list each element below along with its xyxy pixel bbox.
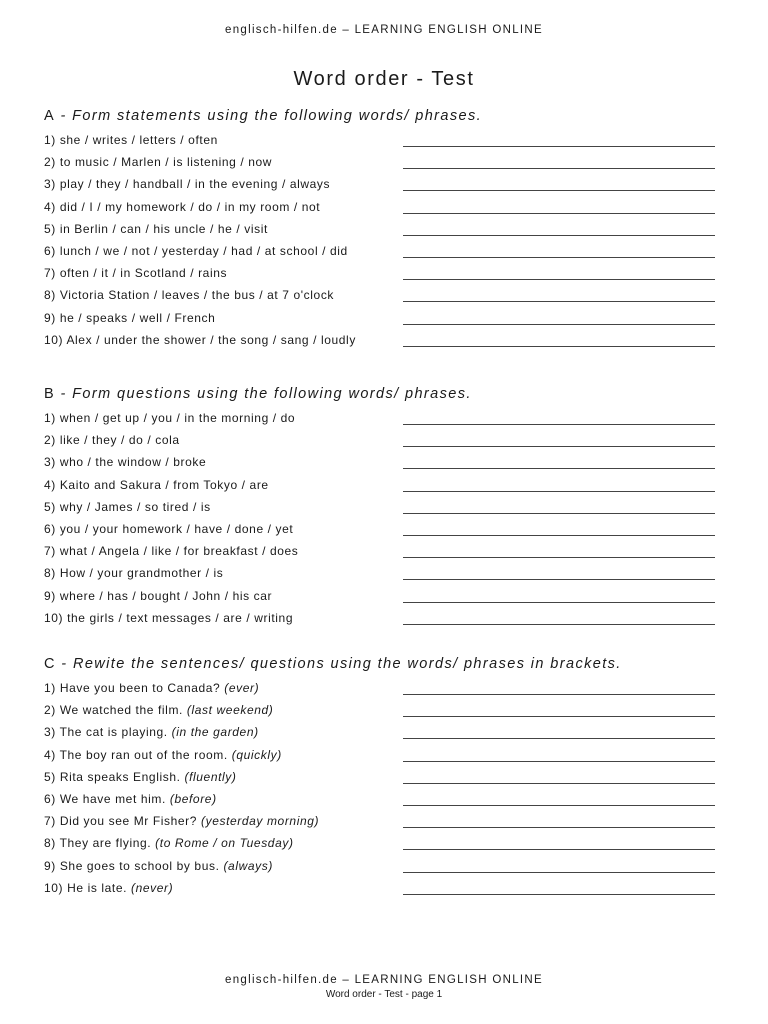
page-footer: englisch-hilfen.de – LEARNING ENGLISH ONLINE: [225, 974, 543, 986]
exercise-item: [44, 814, 724, 832]
item-number: 8): [44, 288, 56, 303]
answer-line[interactable]: [403, 468, 715, 469]
item-hint: (always): [223, 858, 273, 873]
item-hint: (never): [131, 880, 174, 895]
section-b-heading: [44, 386, 472, 402]
item-text: to music / Marlen / is listening / now: [59, 155, 273, 170]
exercise-prompt: [44, 881, 173, 895]
answer-line[interactable]: [403, 301, 715, 302]
item-number: 8): [44, 836, 56, 851]
answer-line[interactable]: [403, 827, 715, 828]
exercise-item: [44, 681, 724, 699]
item-number: 6): [44, 792, 56, 806]
exercise-prompt: [44, 725, 259, 739]
answer-line[interactable]: [403, 535, 715, 536]
section-a-letter: A: [44, 108, 56, 124]
answer-line[interactable]: [403, 146, 715, 147]
exercise-item: [44, 155, 724, 173]
exercise-prompt: [44, 836, 294, 850]
item-text: she / writes / letters / often: [59, 133, 218, 147]
exercise-item: [44, 333, 724, 351]
item-text: he / speaks / well / French: [59, 310, 216, 325]
answer-line[interactable]: [403, 602, 715, 603]
exercise-item: [44, 133, 724, 151]
exercise-prompt: [44, 133, 218, 147]
answer-line[interactable]: [403, 190, 715, 191]
item-number: 10): [44, 610, 64, 625]
item-number: 1): [44, 411, 56, 425]
exercise-item: [44, 792, 724, 810]
page-title: Word order - Test: [293, 68, 475, 90]
exercise-item: [44, 478, 724, 496]
exercise-item: [44, 725, 724, 743]
exercise-item: [44, 566, 724, 584]
exercise-item: [44, 266, 724, 284]
item-text: How / your grandmother / is: [59, 566, 224, 581]
exercise-prompt: [44, 500, 211, 514]
exercise-prompt: [44, 200, 320, 214]
item-text: Victoria Station / leaves / the bus / at 7 o'clock: [59, 288, 335, 303]
section-a-instruction: - Form statements using the following words/ phrases.: [55, 108, 483, 124]
exercise-item: [44, 836, 724, 854]
item-hint: (to Rome / on Tuesday): [155, 836, 294, 851]
item-text: We have met him.: [59, 792, 166, 806]
exercise-prompt: [44, 681, 259, 695]
section-a-heading: [44, 108, 482, 124]
exercise-item: [44, 200, 724, 218]
answer-line[interactable]: [403, 168, 715, 169]
exercise-prompt: [44, 611, 293, 625]
item-hint: (quickly): [231, 747, 282, 762]
exercise-prompt: [44, 455, 206, 469]
item-text: Did you see Mr Fisher?: [59, 814, 198, 829]
exercise-prompt: [44, 859, 273, 873]
exercise-prompt: [44, 478, 269, 492]
item-number: 5): [44, 221, 56, 236]
item-number: 5): [44, 499, 56, 514]
exercise-item: [44, 244, 724, 262]
exercise-prompt: [44, 177, 330, 191]
answer-line[interactable]: [403, 424, 715, 425]
item-hint: (yesterday morning): [201, 814, 320, 829]
item-text: where / has / bought / John / his car: [59, 588, 273, 603]
answer-line[interactable]: [403, 783, 715, 784]
item-number: 2): [44, 155, 56, 170]
answer-line[interactable]: [403, 279, 715, 280]
item-number: 6): [44, 522, 56, 536]
item-number: 2): [44, 433, 56, 448]
answer-line[interactable]: [403, 624, 715, 625]
item-text: She goes to school by bus.: [59, 858, 220, 873]
exercise-item: [44, 411, 724, 429]
exercise-prompt: [44, 411, 295, 425]
exercise-item: [44, 859, 724, 877]
item-hint: (in the garden): [171, 725, 259, 740]
item-text: why / James / so tired / is: [59, 499, 211, 514]
section-c-letter: C: [44, 656, 56, 672]
exercise-item: [44, 522, 724, 540]
answer-line[interactable]: [403, 738, 715, 739]
item-text: like / they / do / cola: [59, 433, 180, 448]
item-text: you / your homework / have / done / yet: [59, 522, 294, 536]
item-text: The boy ran out of the room.: [59, 747, 228, 762]
item-number: 9): [44, 588, 56, 603]
exercise-item: [44, 288, 724, 306]
answer-line[interactable]: [403, 346, 715, 347]
answer-line[interactable]: [403, 235, 715, 236]
section-b-instruction: - Form questions using the following words/ phrases.: [55, 386, 472, 402]
exercise-prompt: [44, 589, 272, 603]
item-text: Rita speaks English.: [59, 769, 181, 784]
item-hint: (before): [169, 792, 217, 806]
exercise-item: [44, 177, 724, 195]
answer-line[interactable]: [403, 872, 715, 873]
exercise-prompt: [44, 792, 217, 806]
exercise-item: [44, 311, 724, 329]
item-number: 7): [44, 544, 56, 559]
item-text: The cat is playing.: [59, 725, 168, 740]
item-text: play / they / handball / in the evening / always: [59, 177, 331, 192]
exercise-prompt: [44, 522, 293, 536]
exercise-prompt: [44, 266, 227, 280]
exercise-prompt: [44, 155, 272, 169]
answer-line[interactable]: [403, 579, 715, 580]
exercise-item: [44, 611, 724, 629]
exercise-item: [44, 455, 724, 473]
section-c-instruction: - Rewite the sentences/ questions using the words/ phrases in brackets.: [55, 656, 622, 672]
answer-line[interactable]: [403, 513, 715, 514]
answer-line[interactable]: [403, 257, 715, 258]
item-number: 4): [44, 199, 56, 214]
item-number: 7): [44, 814, 56, 829]
item-text: Alex / under the shower / the song / sang / loudly: [66, 332, 356, 347]
exercise-item: [44, 881, 724, 899]
exercise-prompt: [44, 222, 268, 236]
answer-line[interactable]: [403, 213, 715, 214]
item-number: 9): [44, 310, 56, 325]
answer-line[interactable]: [403, 557, 715, 558]
exercise-item: [44, 748, 724, 766]
exercise-item: [44, 544, 724, 562]
item-text: We watched the film.: [59, 703, 183, 718]
answer-line[interactable]: [403, 805, 715, 806]
item-text: the girls / text messages / are / writing: [67, 610, 294, 625]
exercise-item: [44, 770, 724, 788]
item-text: did / I / my homework / do / in my room / not: [59, 199, 321, 214]
exercise-item: [44, 500, 724, 518]
item-number: 3): [44, 455, 56, 470]
item-hint: (ever): [224, 681, 260, 695]
exercise-prompt: [44, 288, 334, 302]
item-text: Kaito and Sakura / from Tokyo / are: [59, 477, 269, 492]
item-number: 8): [44, 566, 56, 581]
item-text: lunch / we / not / yesterday / had / at school / did: [59, 244, 348, 258]
answer-line[interactable]: [403, 894, 715, 895]
exercise-prompt: [44, 311, 215, 325]
answer-line[interactable]: [403, 849, 715, 850]
exercise-item: [44, 703, 724, 721]
answer-line[interactable]: [403, 694, 715, 695]
answer-line[interactable]: [403, 716, 715, 717]
item-text: often / it / in Scotland / rains: [59, 266, 228, 281]
answer-line[interactable]: [403, 491, 715, 492]
exercise-item: [44, 433, 724, 451]
exercise-prompt: [44, 566, 223, 580]
exercise-prompt: [44, 814, 319, 828]
exercise-prompt: [44, 703, 273, 717]
item-number: 2): [44, 703, 56, 718]
item-text: in Berlin / can / his uncle / he / visit: [59, 221, 268, 236]
exercise-prompt: [44, 544, 298, 558]
item-text: what / Angela / like / for breakfast / does: [59, 544, 299, 559]
exercise-item: [44, 589, 724, 607]
item-number: 4): [44, 747, 56, 762]
item-number: 10): [44, 880, 64, 895]
item-text: when / get up / you / in the morning / do: [59, 411, 296, 425]
exercise-prompt: [44, 770, 237, 784]
item-number: 7): [44, 266, 56, 281]
item-hint: (fluently): [184, 769, 237, 784]
item-hint: (last weekend): [186, 703, 274, 718]
answer-line[interactable]: [403, 324, 715, 325]
item-text: who / the window / broke: [59, 455, 207, 470]
item-number: 9): [44, 858, 56, 873]
item-number: 3): [44, 725, 56, 740]
exercise-prompt: [44, 748, 282, 762]
item-text: He is late.: [67, 880, 128, 895]
section-c-heading: [44, 656, 622, 672]
answer-line[interactable]: [403, 761, 715, 762]
answer-line[interactable]: [403, 446, 715, 447]
item-text: They are flying.: [59, 836, 152, 851]
exercise-prompt: [44, 333, 356, 347]
item-number: 5): [44, 769, 56, 784]
item-number: 3): [44, 177, 56, 192]
item-number: 6): [44, 244, 56, 258]
exercise-prompt: [44, 433, 180, 447]
page-header: englisch-hilfen.de – LEARNING ENGLISH ONLINE: [225, 24, 543, 36]
item-number: 1): [44, 681, 56, 695]
exercise-item: [44, 222, 724, 240]
item-number: 1): [44, 133, 56, 147]
section-b-letter: B: [44, 386, 56, 402]
item-number: 10): [44, 332, 64, 347]
page-number-label: Word order - Test - page 1: [325, 989, 443, 1000]
item-number: 4): [44, 477, 56, 492]
item-text: Have you been to Canada?: [59, 681, 221, 695]
exercise-prompt: [44, 244, 348, 258]
